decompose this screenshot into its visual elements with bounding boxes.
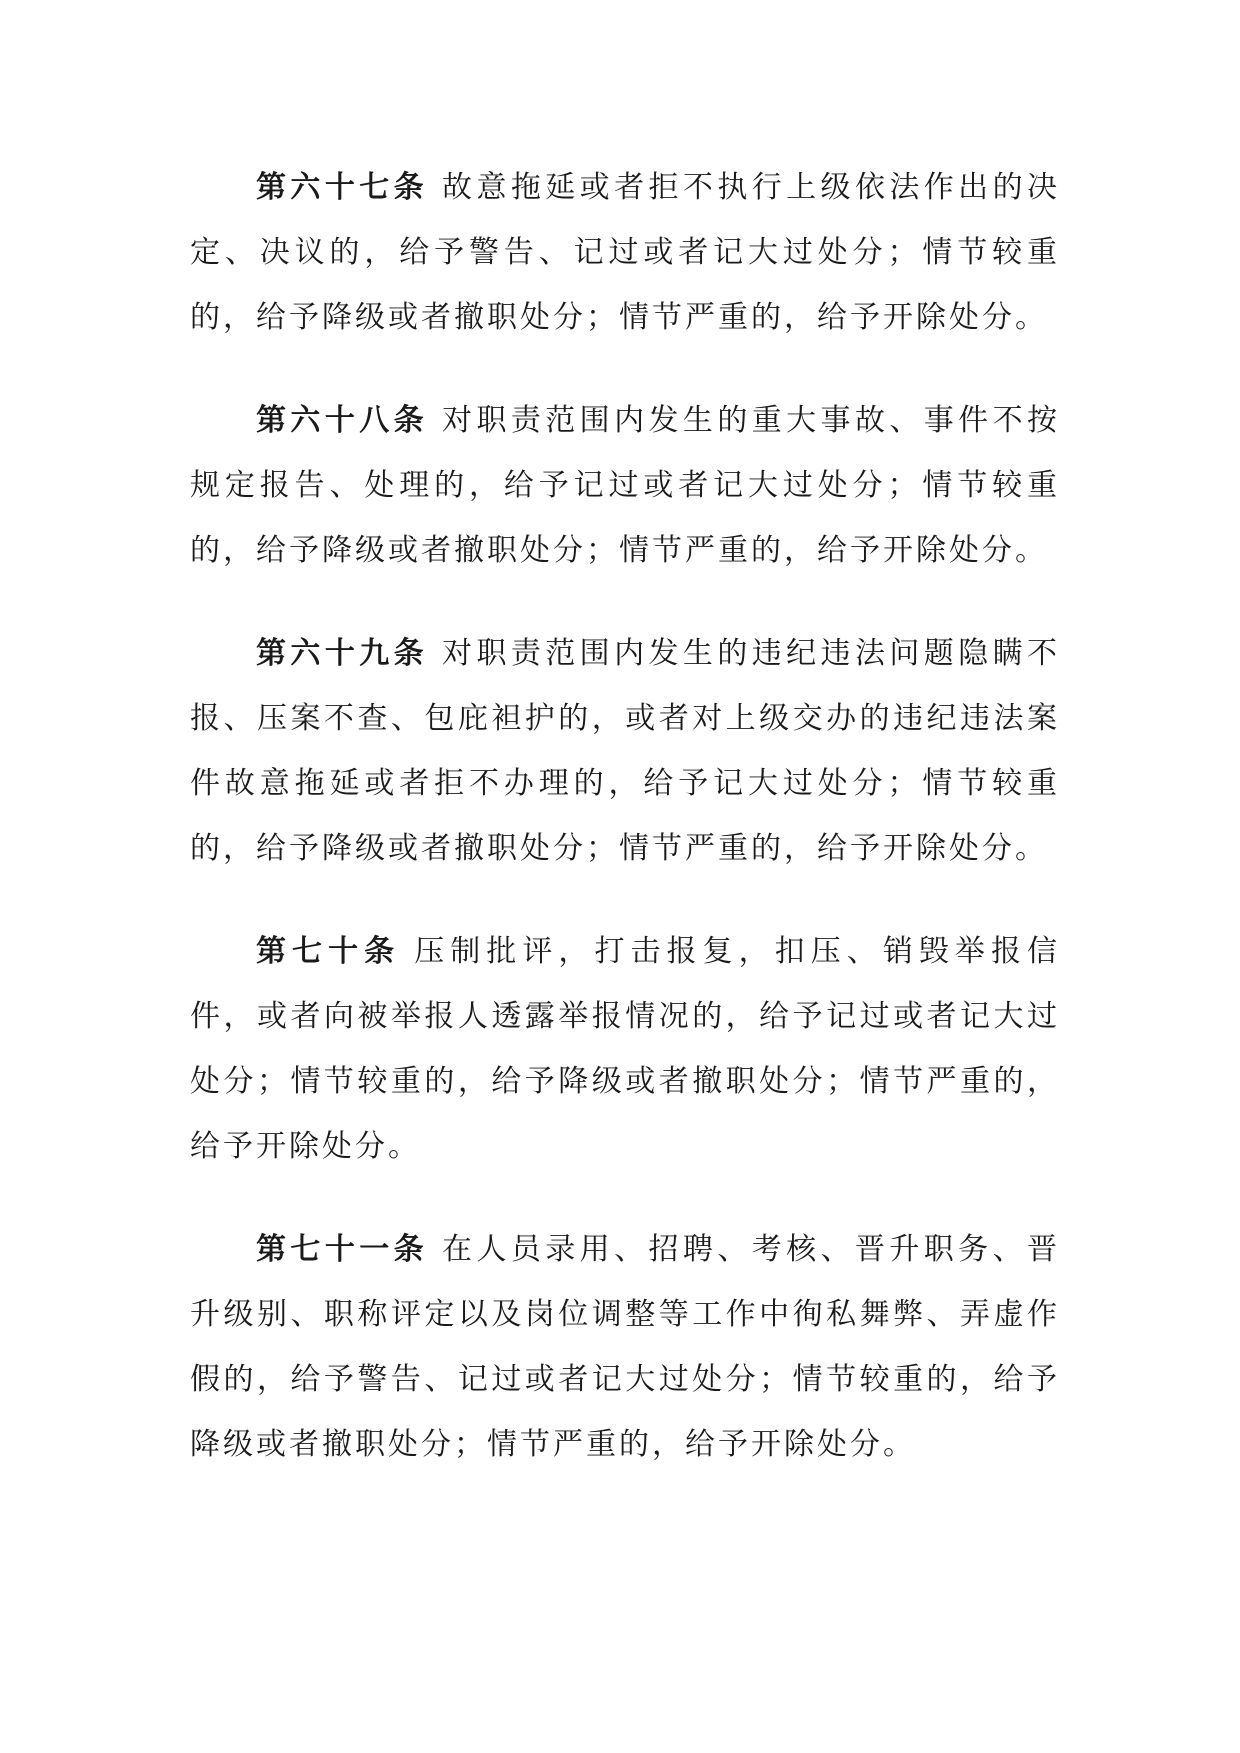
article-body: 压制批评，打击报复，扣压、销毁举报信件，或者向被举报人透露举报情况的，给予记过或者记大过处分；情节较重的，给予降级或者撤职处分；情节严重的，给予开除处分。	[190, 934, 1061, 1164]
document-page	[190, 155, 1060, 1515]
article-71	[190, 1217, 1060, 1477]
article-69	[190, 621, 1060, 881]
article-70	[190, 919, 1060, 1179]
article-title: 第七十一条	[256, 1232, 429, 1267]
article-body: 对职责范围内发生的重大事故、事件不按规定报告、处理的，给予记过或者记大过处分；情节较重的，给予降级或者撤职处分；情节严重的，给予开除处分。	[190, 403, 1061, 568]
article-68	[190, 388, 1060, 583]
article-body: 对职责范围内发生的违纪违法问题隐瞒不报、压案不查、包庇袒护的，或者对上级交办的违纪违法案件故意拖延或者拒不办理的，给予记大过处分；情节较重的，给予降级或者撤职处分；情节严重的，给予开除处分。	[190, 636, 1061, 866]
article-body: 故意拖延或者拒不执行上级依法作出的决定、决议的，给予警告、记过或者记大过处分；情节较重的，给予降级或者撤职处分；情节严重的，给予开除处分。	[190, 170, 1061, 335]
article-title: 第六十九条	[256, 636, 429, 671]
article-body: 在人员录用、招聘、考核、晋升职务、晋升级别、职称评定以及岗位调整等工作中徇私舞弊、弄虚作假的，给予警告、记过或者记大过处分；情节较重的，给予降级或者撤职处分；情节严重的，给予开除处分。	[190, 1232, 1061, 1462]
article-title: 第六十七条	[256, 170, 429, 205]
article-67	[190, 155, 1060, 350]
article-title: 第七十条	[256, 934, 401, 969]
article-title: 第六十八条	[256, 403, 429, 438]
